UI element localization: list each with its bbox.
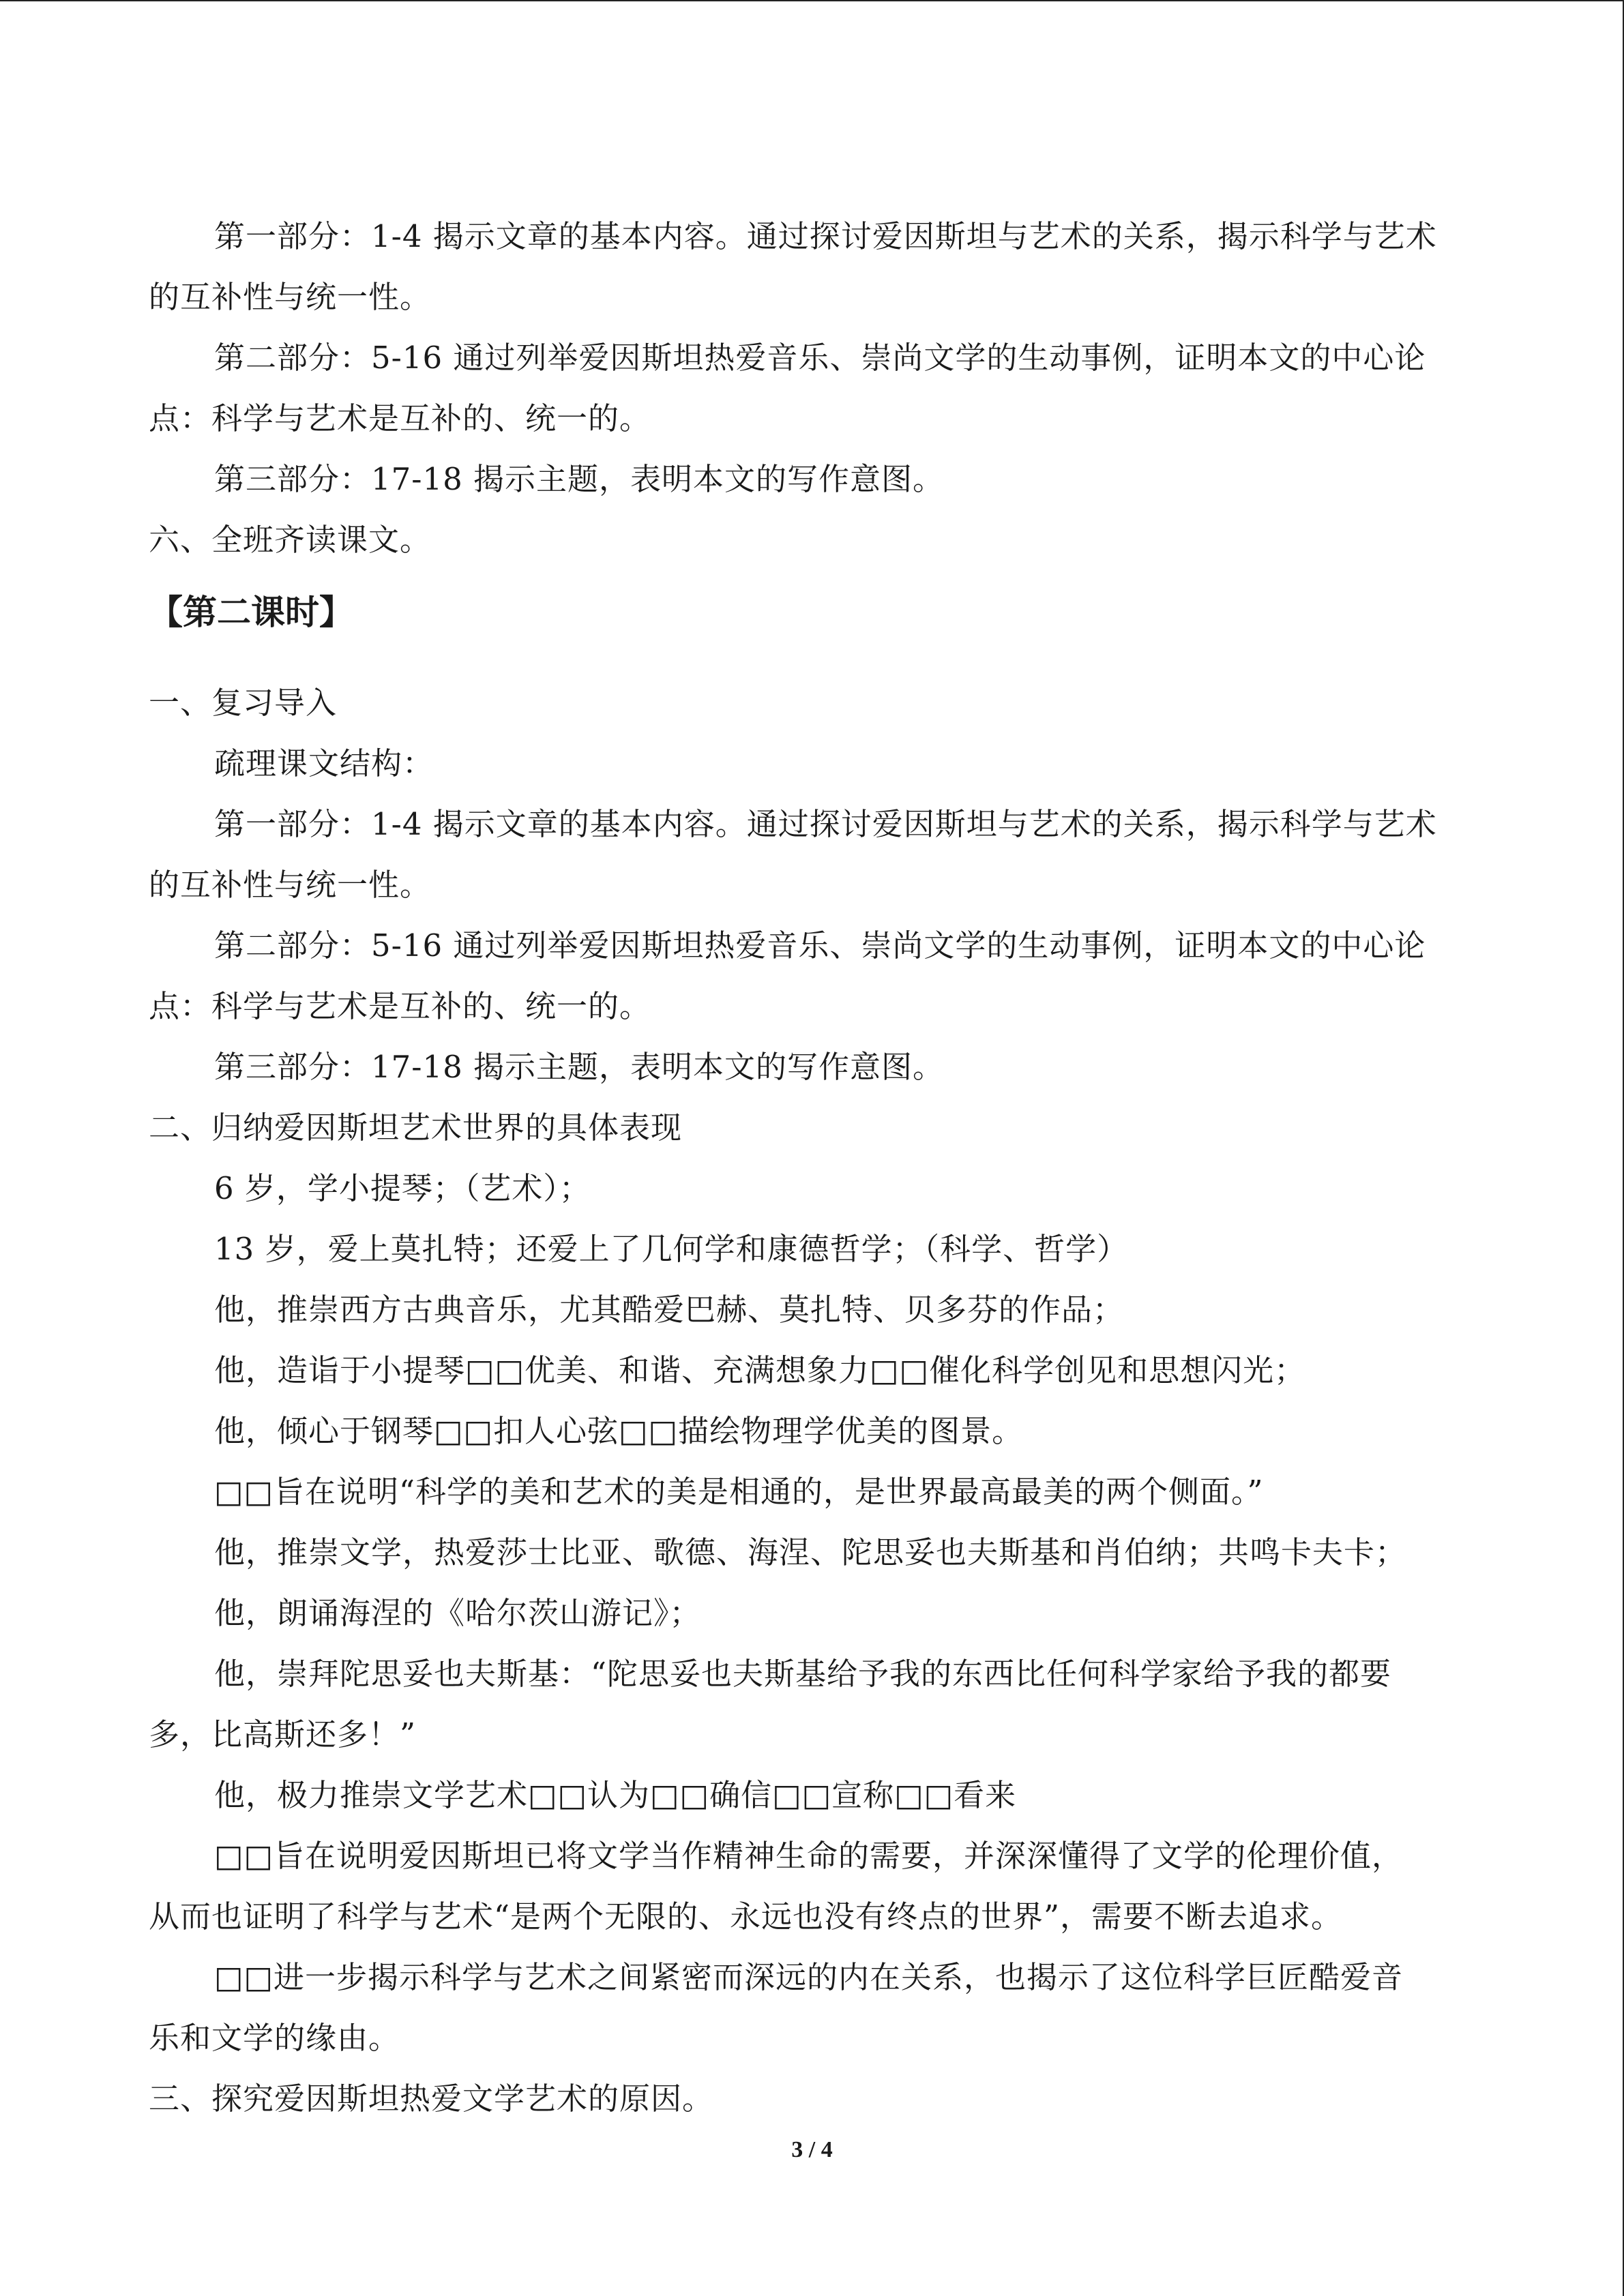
paragraph-line: 他，造诣于小提琴□□优美、和谐、充满想象力□□催化科学创见和思想闪光； (214, 1352, 1306, 1388)
paragraph-line: 乐和文学的缘由。 (149, 2020, 400, 2056)
paragraph-line: 他，崇拜陀思妥也夫斯基：“陀思妥也夫斯基给予我的东西比任何科学家给予我的都要 (214, 1656, 1392, 1692)
paragraph-line: 从而也证明了科学与艺术“是两个无限的、永远也没有终点的世界”，需要不断去追求。 (149, 1898, 1343, 1935)
paragraph-line: □□旨在说明爱因斯坦已将文学当作精神生命的需要，并深深懂得了文学的伦理价值， (214, 1838, 1404, 1874)
paragraph-line: 点：科学与艺术是互补的、统一的。 (149, 988, 651, 1024)
section-heading-6: 六、全班齐读课文。 (149, 522, 432, 558)
section-heading-3: 三、探究爱因斯坦热爱文学艺术的原因。 (149, 2081, 714, 2117)
paragraph-line: 他，朗诵海涅的《哈尔茨山游记》； (214, 1595, 701, 1631)
paragraph-line: □□进一步揭示科学与艺术之间紧密而深远的内在关系，也揭示了这位科学巨匠酷爱音 (214, 1959, 1404, 1995)
section-heading-2: 二、归纳爱因斯坦艺术世界的具体表现 (149, 1109, 683, 1146)
paragraph-line: 他，推崇西方古典音乐，尤其酷爱巴赫、莫扎特、贝多芬的作品； (214, 1292, 1125, 1328)
page-number: 3 / 4 (791, 2137, 833, 2162)
lesson-heading: 【第二课时】 (149, 593, 353, 632)
paragraph-line: 他，极力推崇文学艺术□□认为□□确信□□宣称□□看来 (214, 1777, 1017, 1813)
paragraph-line: 的互补性与统一性。 (149, 279, 432, 315)
paragraph-line: 13 岁，爱上莫扎特；还爱上了几何学和康德哲学；（科学、哲学） (214, 1231, 1129, 1267)
paragraph-line: 第二部分：5-16 通过列举爱因斯坦热爱音乐、崇尚文学的生动事例，证明本文的中心论 (214, 340, 1426, 376)
paragraph-line: 第一部分：1-4 揭示文章的基本内容。通过探讨爱因斯坦与艺术的关系，揭示科学与艺术 (214, 218, 1437, 254)
paragraph-line: □□旨在说明“科学的美和艺术的美是相通的，是世界最高最美的两个侧面。” (214, 1474, 1264, 1510)
paragraph-line: 第三部分：17-18 揭示主题，表明本文的写作意图。 (214, 1049, 945, 1085)
paragraph-line: 第一部分：1-4 揭示文章的基本内容。通过探讨爱因斯坦与艺术的关系，揭示科学与艺术 (214, 806, 1437, 842)
paragraph-line: 6 岁，学小提琴；（艺术）； (214, 1170, 591, 1206)
paragraph-line: 他，倾心于钢琴□□扣人心弦□□描绘物理学优美的图景。 (214, 1413, 1024, 1449)
paragraph-line: 他，推崇文学，热爱莎士比亚、歌德、海涅、陀思妥也夫斯基和肖伯纳；共鸣卡夫卡； (214, 1534, 1407, 1570)
paragraph-line: 第二部分：5-16 通过列举爱因斯坦热爱音乐、崇尚文学的生动事例，证明本文的中心论 (214, 927, 1426, 964)
paragraph-line: 多，比高斯还多！” (149, 1716, 417, 1753)
paragraph-line: 第三部分：17-18 揭示主题，表明本文的写作意图。 (214, 461, 945, 497)
paragraph-line: 疏理课文结构： (214, 745, 434, 781)
paragraph-line: 点：科学与艺术是互补的、统一的。 (149, 400, 651, 436)
page-body (149, 206, 1486, 2129)
section-heading-1: 一、复习导入 (149, 685, 338, 721)
paragraph-line: 的互补性与统一性。 (149, 867, 432, 903)
